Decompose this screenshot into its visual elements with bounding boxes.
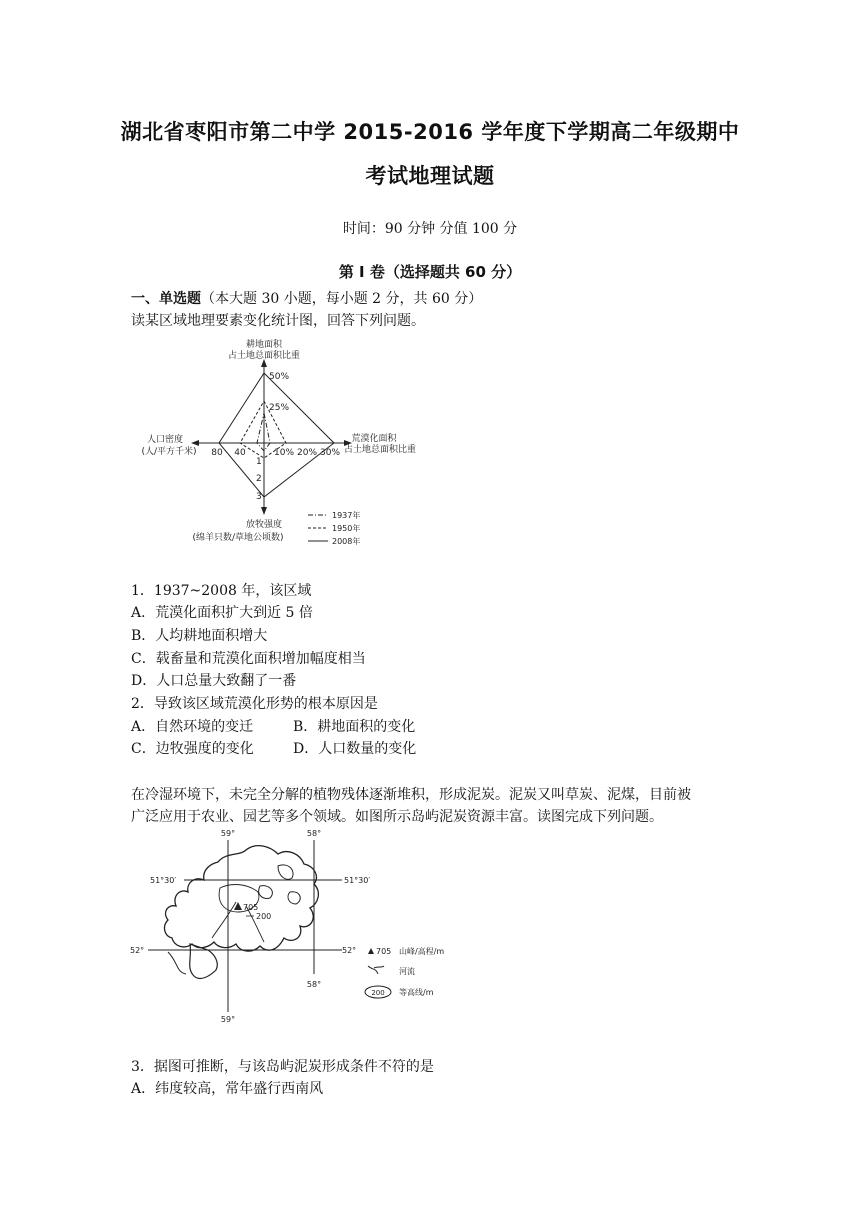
bay-2: [259, 886, 273, 899]
axis-label-top-2: 占土地总面积比重: [227, 351, 301, 361]
question-2: 2．导致该区域荒漠化形势的根本原因是: [131, 696, 378, 712]
series-2008-polygon: [219, 373, 334, 497]
peak-label: 705: [243, 903, 259, 912]
q2-option-a: A．自然环境的变迁: [131, 719, 254, 735]
arrow-bottom: [261, 507, 267, 515]
tick-right-20: 20%: [297, 448, 318, 458]
question-3: 3．据图可推断，与该岛屿泥炭形成条件不符的是: [131, 1059, 434, 1075]
island-coast-sw: [168, 952, 186, 974]
tick-bottom-2: 2: [256, 474, 262, 484]
tick-bottom-1: 1: [256, 457, 262, 467]
arrow-left: [191, 440, 199, 446]
tick-left-80: 80: [211, 448, 223, 458]
axis-label-left-2: (人/平方千米): [141, 447, 197, 457]
legend-river-icon: [368, 966, 384, 974]
axis-label-right-1: 荒漠化面积: [351, 434, 397, 444]
q2-option-c: C．边牧强度的变化: [131, 741, 254, 757]
lon-58-top: 58°: [306, 829, 322, 838]
q2-option-d: D．人口数量的变化: [293, 741, 417, 757]
lon-58-bottom: 58°: [306, 980, 322, 989]
section-heading: 一、单选题: [131, 291, 201, 307]
legend-peak-label: 山峰/高程/m: [399, 947, 445, 956]
legend-peak-icon: [368, 948, 374, 954]
legend-peak-value: 705: [376, 947, 392, 956]
legend-2008: 2008年: [332, 537, 361, 546]
document-title-line2: 考试地理试题: [365, 164, 495, 188]
tick-right-10: 10%: [274, 448, 295, 458]
q1-option-d: D．人口总量大致翻了一番: [131, 673, 297, 689]
island-south-peninsula: [190, 944, 218, 978]
island-outline: [165, 846, 319, 951]
legend-river-label: 河流: [399, 967, 415, 976]
peat-paragraph-line1: 在冷湿环境下，未完全分解的植物残体逐渐堆积，形成泥炭。泥炭又叫草炭、泥煤，目前被: [131, 787, 691, 803]
question-1: 1．1937~2008 年，该区域: [131, 583, 312, 599]
legend-contour-label: 等高线/m: [399, 988, 434, 997]
tick-bottom-3: 3: [256, 492, 262, 502]
radar-chart: [140, 335, 440, 550]
q2-option-b: B．耕地面积的变化: [293, 719, 416, 735]
axis-label-bottom-2: (绵羊只数/草地公顷数): [192, 533, 284, 543]
lat-52-left: 52°: [130, 946, 145, 955]
legend-1937: 1937年: [332, 511, 361, 520]
document-title-line1: 湖北省枣阳市第二中学 2015-2016 学年度下学期高二年级期中: [120, 120, 740, 144]
bay-3: [288, 892, 300, 904]
tick-left-40: 40: [234, 448, 246, 458]
tick-top-50: 50%: [269, 372, 290, 382]
lat-5130-left: 51°30′: [150, 876, 177, 885]
q3-option-a: A．纬度较高，常年盛行西南风: [131, 1081, 324, 1097]
tick-right-30: 30%: [320, 448, 341, 458]
island-map: [128, 826, 448, 1026]
q1-option-c: C．载畜量和荒漠化面积增加幅度相当: [131, 651, 366, 667]
bay-1: [278, 865, 293, 879]
section-note: （本大题 30 小题，每小题 2 分，共 60 分）: [201, 291, 483, 307]
volume-title: 第 I 卷（选择题共 60 分）: [338, 263, 522, 281]
q1-option-b: B．人均耕地面积增大: [131, 628, 268, 644]
exam-time-info: 时间：90 分钟 分值 100 分: [342, 221, 518, 237]
lat-5130-right: 51°30′: [344, 876, 371, 885]
axis-label-bottom-1: 放牧强度: [245, 520, 283, 530]
axis-label-left-1: 人口密度: [146, 435, 184, 445]
tick-top-25: 25%: [269, 403, 290, 413]
section-heading-line: [131, 288, 482, 308]
legend-1950: 1950年: [332, 524, 361, 533]
intro-text-1: 读某区域地理要素变化统计图，回答下列问题。: [131, 313, 425, 329]
axis-label-top-1: 耕地面积: [245, 340, 283, 350]
q1-option-a: A．荒漠化面积扩大到近 5 倍: [131, 605, 313, 621]
contour-label: 200: [256, 912, 272, 921]
legend-contour-value: 200: [371, 989, 385, 997]
lon-59-bottom: 59°: [220, 1015, 236, 1024]
lat-52-right: 52°: [342, 946, 357, 955]
lon-59-top: 59°: [220, 829, 236, 838]
peat-paragraph-line2: 广泛应用于农业、园艺等多个领域。如图所示岛屿泥炭资源丰富。读图完成下列问题。: [131, 809, 663, 825]
axis-label-right-2: 占土地总面积比重: [343, 445, 417, 455]
